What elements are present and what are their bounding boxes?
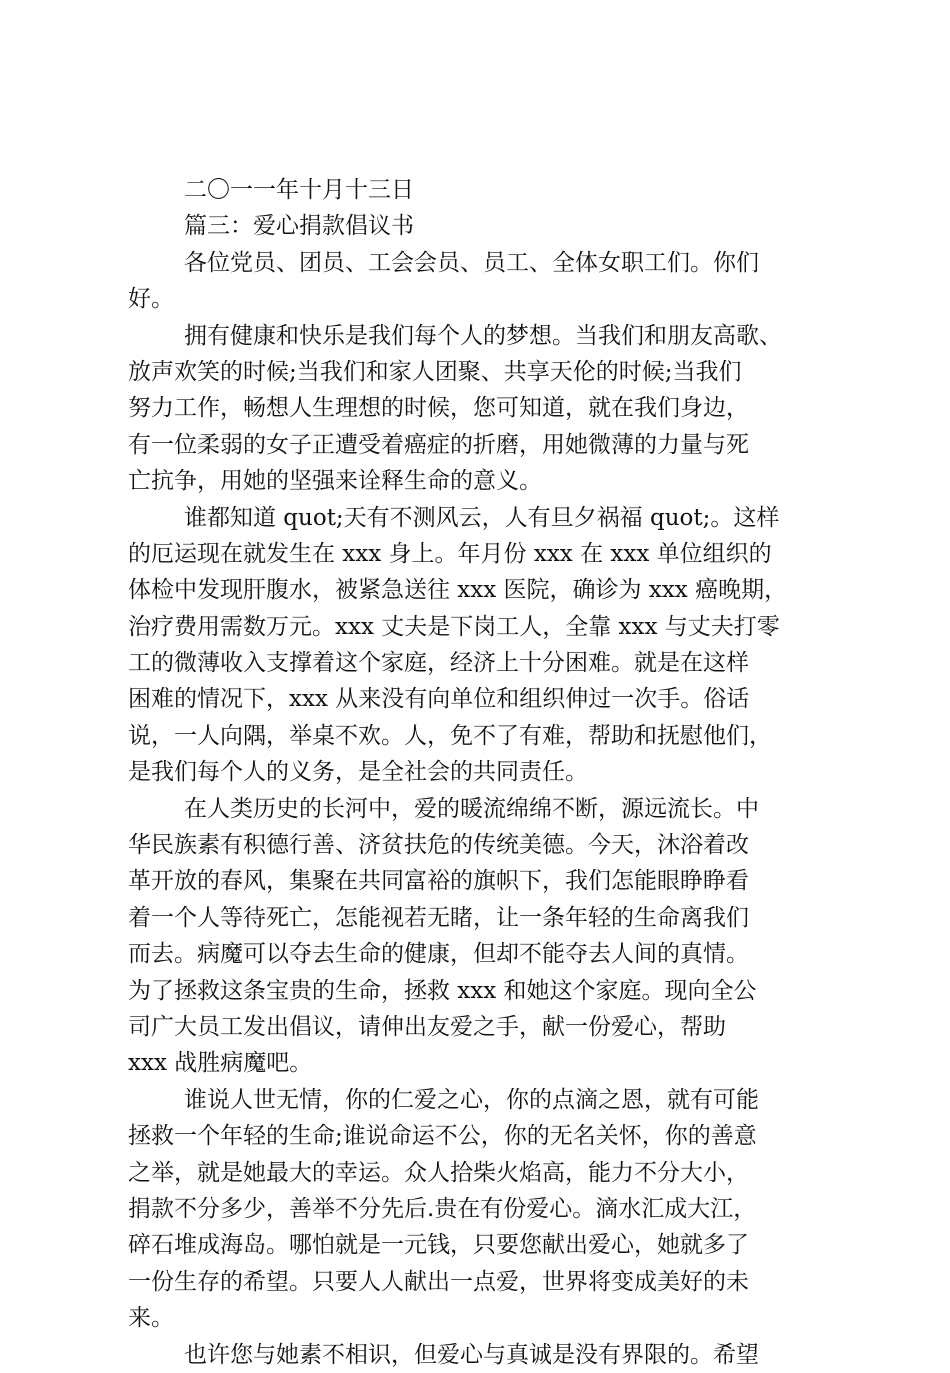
text-line: 着一个人等待死亡，怎能视若无睹，让一条年轻的生命离我们 — [128, 904, 749, 931]
text-line: 革开放的春风，集聚在共同富裕的旗帜下，我们怎能眼睁睁看 — [128, 868, 749, 895]
text-line: 拥有健康和快乐是我们每个人的梦想。当我们和朋友高歌、 — [184, 322, 782, 349]
text-line: 在人类历史的长河中，爱的暖流绵绵不断，源远流长。中 — [184, 795, 759, 822]
text-line: 司广大员工发出倡议，请伸出友爱之手，献一份爱心，帮助 — [128, 1013, 726, 1040]
text-line: 为了拯救这条宝贵的生命，拯救 xxx 和她这个家庭。现向全公 — [128, 977, 757, 1004]
text-line: xxx 战胜病魔吧。 — [128, 1050, 313, 1077]
section-title: 篇三：爱心捐款倡议书 — [184, 213, 414, 240]
text-line: 放声欢笑的时候;当我们和家人团聚、共享天伦的时候;当我们 — [128, 358, 742, 385]
text-line: 之举，就是她最大的幸运。众人拾柴火焰高，能力不分大小， — [128, 1159, 749, 1186]
text-line: 谁都知道 quot;天有不测风云，人有旦夕祸福 quot;。这样 — [184, 504, 780, 531]
text-line: 亡抗争，用她的坚强来诠释生命的意义。 — [128, 468, 542, 495]
text-line: 好。 — [128, 286, 174, 313]
text-line: 困难的情况下，xxx 从来没有向单位和组织伸过一次手。俗话 — [128, 686, 750, 713]
text-line: 各位党员、团员、工会会员、员工、全体女职工们。你们 — [184, 249, 759, 276]
text-line: 捐款不分多少，善举不分先后.贵在有份爱心。滴水汇成大江， — [128, 1195, 757, 1222]
text-line: 华民族素有积德行善、济贫扶危的传统美德。今天，沐浴着改 — [128, 832, 749, 859]
date-line: 二〇一一年十月十三日 — [184, 177, 414, 203]
document-body — [128, 172, 836, 1373]
text-line: 说，一人向隅，举桌不欢。人，免不了有难，帮助和抚慰他们， — [128, 722, 772, 749]
text-line: 谁说人世无情，你的仁爱之心，你的点滴之恩，就有可能 — [184, 1086, 759, 1113]
text-line: 治疗费用需数万元。xxx 丈夫是下岗工人，全靠 xxx 与丈夫打零 — [128, 613, 780, 640]
text-line: 的厄运现在就发生在 xxx 身上。年月份 xxx 在 xxx 单位组织的 — [128, 540, 772, 567]
text-line: 来。 — [128, 1305, 174, 1332]
text-line: 碎石堆成海岛。哪怕就是一元钱，只要您献出爱心，她就多了 — [128, 1232, 749, 1259]
text-line: 是我们每个人的义务，是全社会的共同责任。 — [128, 759, 588, 786]
text-line: 一份生存的希望。只要人人献出一点爱，世界将变成美好的未 — [128, 1268, 749, 1295]
text-line: 工的微薄收入支撑着这个家庭，经济上十分困难。就是在这样 — [128, 650, 749, 677]
text-line: 而去。病魔可以夺去生命的健康，但却不能夺去人间的真情。 — [128, 941, 749, 968]
text-line: 有一位柔弱的女子正遭受着癌症的折磨，用她微薄的力量与死 — [128, 431, 749, 458]
text-line: 体检中发现肝腹水，被紧急送往 xxx 医院，确诊为 xxx 癌晚期， — [128, 577, 788, 604]
text-line: 拯救一个年轻的生命;谁说命运不公，你的无名关怀，你的善意 — [128, 1123, 757, 1150]
text-line: 努力工作，畅想人生理想的时候，您可知道，就在我们身边， — [128, 395, 749, 422]
text-line: 也许您与她素不相识，但爱心与真诚是没有界限的。希望 — [184, 1341, 759, 1368]
